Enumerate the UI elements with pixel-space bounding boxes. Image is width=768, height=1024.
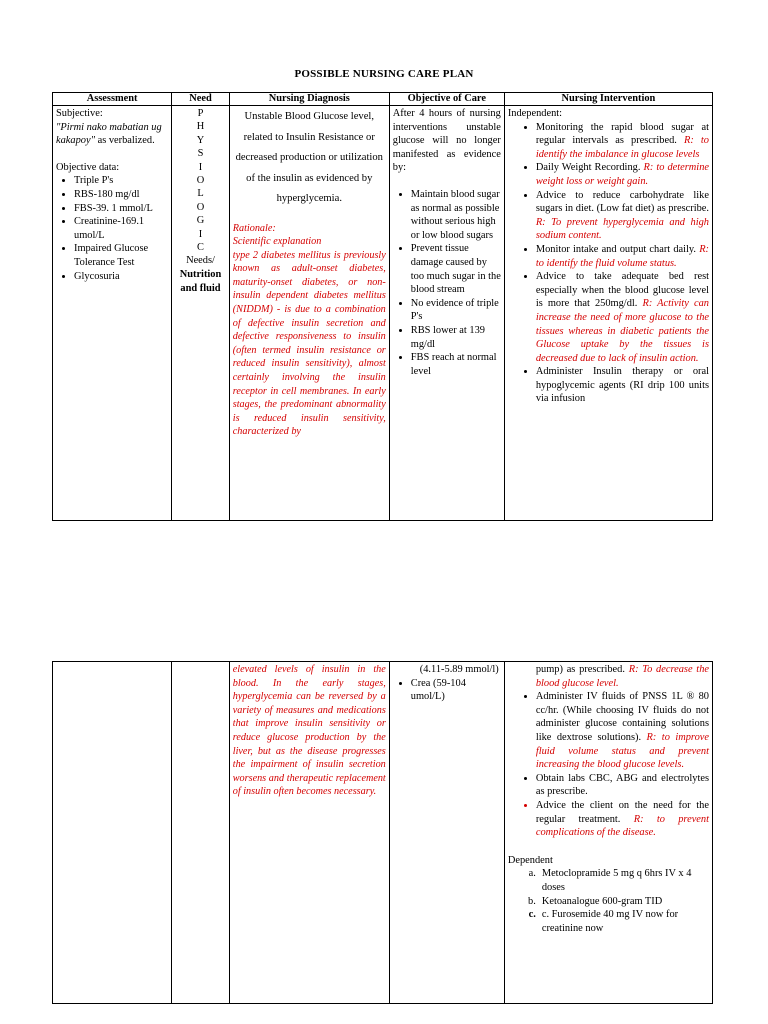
nutrition-label: Nutrition and fluid xyxy=(179,268,222,294)
list-item: • Triple P's xyxy=(74,174,168,188)
intervention-text: Monitor intake and output chart daily. xyxy=(535,243,700,255)
header-need: Need xyxy=(172,93,230,106)
intervention-text: Advice to reduce carbohydrate like sugars in diet. (Low fat diet) as prescribe. xyxy=(535,189,709,215)
objective-cell xyxy=(389,106,504,521)
independent-label: Independent: xyxy=(507,108,563,119)
need-letter: I xyxy=(198,228,203,240)
scientific-label: Scientific explanation xyxy=(232,236,322,248)
objective-list xyxy=(393,188,501,378)
table-row xyxy=(53,106,713,521)
need-letter: O xyxy=(196,175,205,187)
intervention-rationale: R: To prevent hyperglycemia and high sodium content. xyxy=(535,216,709,242)
list-item xyxy=(536,690,709,772)
dependent-label: Dependent xyxy=(507,854,553,866)
need-letter: O xyxy=(196,201,205,213)
intervention-text: Monitoring the rapid blood sugar at regular intervals as prescribed. xyxy=(535,121,709,147)
objective-data-list xyxy=(56,174,168,283)
intervention-list xyxy=(508,121,709,406)
dependent-text: c. Furosemide 40 mg IV now for creatinine now xyxy=(541,909,679,934)
table-row xyxy=(53,662,713,1004)
subjective-quote: "Pirmi nako mabatian ug kakapoy" xyxy=(56,121,162,147)
list-item: • Glycosuria xyxy=(74,270,168,284)
list-item xyxy=(508,908,709,935)
need-letter: P xyxy=(197,108,204,119)
intervention-text: pump) as prescribed. xyxy=(535,664,629,675)
list-item xyxy=(536,121,709,162)
header-intervention: Nursing Intervention xyxy=(504,93,712,106)
intervention-continued xyxy=(508,663,709,690)
intervention-cell-continued xyxy=(504,662,712,1004)
assessment-cell xyxy=(53,106,172,521)
subjective-label: Subjective: xyxy=(56,108,103,119)
diagnosis-cell-continued xyxy=(229,662,389,1004)
list-item: • No evidence of triple P's xyxy=(411,297,501,324)
subjective-suffix: as verbalized. xyxy=(94,135,155,147)
list-item xyxy=(536,365,709,406)
header-row xyxy=(53,93,713,106)
list-item: • FBS-39. 1 mmol/L xyxy=(74,202,168,216)
need-letters xyxy=(175,107,226,296)
dependent-text: Ketoanalogue 600-gram TID xyxy=(541,895,663,907)
dependent-list xyxy=(508,867,709,935)
dependent-text: Metoclopramide 5 mg q 6hrs IV x 4 doses xyxy=(541,868,692,893)
objective-continued-text: (4.11-5.89 mmol/l) xyxy=(419,664,499,675)
need-letter: G xyxy=(196,215,205,227)
rationale-text-continued: elevated levels of insulin in the blood. In the early stages, hyperglycemia can be reversed by a variety of measures and medications that improve insulin sensitivity or reduce glucose production by the liver, but as the disease progresses the impairment of insulin secretion worsens and therapeutic replacement of insulin often becomes necessary. xyxy=(232,664,386,798)
need-cell xyxy=(172,106,230,521)
intervention-list-continued xyxy=(508,690,709,840)
list-item xyxy=(508,867,709,894)
list-marker: c. xyxy=(528,909,536,921)
diagnosis-text: Unstable Blood Glucose level, related to Insulin Resistance or decreased production or utilization of the insulin as evidenced by hyperglycemia. xyxy=(235,111,383,204)
rationale-label: Rationale: xyxy=(232,222,276,234)
care-plan-table xyxy=(52,92,713,521)
header-assessment: Assessment xyxy=(53,93,172,106)
care-plan-table-continued xyxy=(52,661,713,1004)
need-letter: C xyxy=(197,242,204,254)
need-letter: H xyxy=(196,121,205,133)
need-letter: L xyxy=(197,188,204,200)
intervention-text: Administer IV fluids of PNSS 1L ® 80 cc/hr. (While choosing IV fluids do not administer glucose containing solutions like dextrose solutions). xyxy=(535,691,709,743)
list-item xyxy=(536,243,709,270)
list-item: • Maintain blood sugar as normal as possible without serious high or low blood sugars xyxy=(411,188,501,242)
list-item: • Creatinine-169.1 umol/L xyxy=(74,215,168,242)
header-objective: Objective of Care xyxy=(389,93,504,106)
intervention-text: Obtain labs CBC, ABG and electrolytes as prescribe. xyxy=(535,772,709,798)
intervention-rationale: R: To decrease the blood glucose level. xyxy=(535,664,710,689)
intervention-text: Daily Weight Recording. xyxy=(535,162,644,174)
objective-intro: After 4 hours of nursing interventions unstable glucose will no longer manifested as evidence by: xyxy=(392,108,501,174)
intervention-rationale: R: Activity can increase the need of more glucose to the tissues whereas in diabetic patients the Glucose uptake by the tissues is decreased due to lack of insulin action. xyxy=(535,298,709,364)
list-marker: a. xyxy=(528,868,536,880)
need-letter: Y xyxy=(196,134,205,146)
header-diagnosis: Nursing Diagnosis xyxy=(229,93,389,106)
list-item: • Impaired Glucose Tolerance Test xyxy=(74,242,168,269)
list-item: • RBS-180 mg/dl xyxy=(74,188,168,202)
objective-list-continued xyxy=(393,677,501,704)
intervention-rationale: R: to identify the imbalance in glucose levels xyxy=(535,135,709,160)
need-letter: S xyxy=(197,148,204,160)
list-item xyxy=(536,189,709,243)
list-item xyxy=(536,161,709,188)
list-marker: b. xyxy=(528,895,536,907)
page-title: POSSIBLE NURSING CARE PLAN xyxy=(294,68,474,80)
intervention-text: Advice the client on the need for the regular treatment. xyxy=(535,799,709,825)
list-item: • FBS reach at normal level xyxy=(411,351,501,378)
intervention-rationale: R: to determine weight loss or weight gain. xyxy=(535,162,709,187)
assessment-cell-continued xyxy=(53,662,172,1004)
intervention-rationale: R: to identify the fluid volume status. xyxy=(535,243,709,269)
diagnosis-cell xyxy=(229,106,389,521)
rationale-text: type 2 diabetes mellitus is previously known as adult-onset diabetes, maturity-onset diabetes, or non-insulin dependent diabetes mellitus (NIDDM) - is due to a combination of defective insulin secretion and defective responsiveness to insulin (often termed insulin resistance or reduced insulin sensitivity), almost certainly involving the insulin receptor in cell membranes. In early stages, the predominant abnormality is reduced insulin sensitivity, characterized by xyxy=(232,249,386,438)
intervention-text: Advice to take adequate bed rest especially when the blood glucose level is more that 250mg/dl. xyxy=(535,271,709,310)
list-item xyxy=(536,270,709,365)
need-letter: I xyxy=(198,161,203,173)
list-item: • Prevent tissue damage caused by too much sugar in the blood stream xyxy=(411,242,501,296)
list-item xyxy=(508,895,709,909)
list-item: • RBS lower at 139 mg/dl xyxy=(411,324,501,351)
list-item xyxy=(536,772,709,799)
needs-label: Needs/ xyxy=(186,255,215,267)
need-cell-continued xyxy=(172,662,230,1004)
intervention-rationale: R: to prevent complications of the disease. xyxy=(535,813,710,839)
list-item: • Crea (59-104 umol/L) xyxy=(411,677,501,704)
intervention-text: Administer Insulin therapy or oral hypoglycemic agents (RI drip 100 units via infusion xyxy=(535,366,709,405)
objective-data-label: Objective data: xyxy=(56,161,120,173)
intervention-rationale: R: to improve fluid volume status and prevent increasing the blood glucose levels. xyxy=(535,731,709,771)
objective-cell-continued xyxy=(389,662,504,1004)
list-item xyxy=(536,799,709,840)
intervention-cell xyxy=(504,106,712,521)
